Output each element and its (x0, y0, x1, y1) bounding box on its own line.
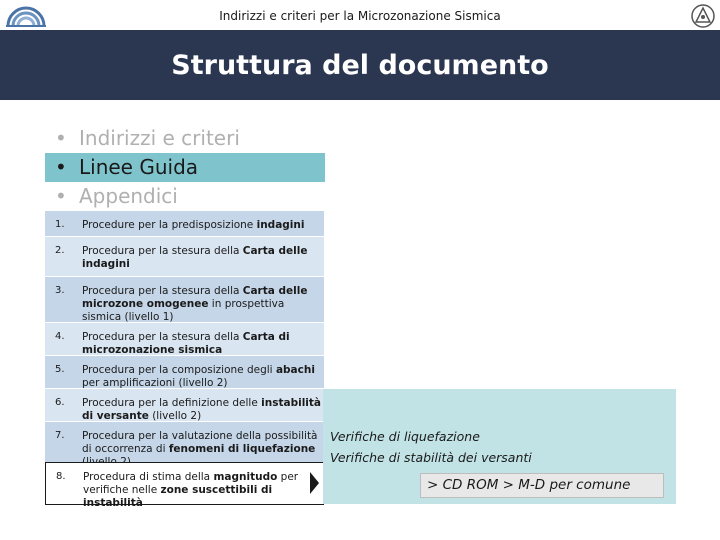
procedure-number: 4. (55, 331, 65, 342)
procedure-number: 8. (56, 471, 66, 482)
cd-rom-path-link[interactable]: > CD ROM > M-D per comune (420, 473, 664, 498)
procedure-row-5 (45, 356, 324, 389)
procedure-text: Procedura per la stesura della Carta delle microzone omogenee in prospettiva sismica (livello 1) (82, 285, 308, 323)
procedure-row-8 (45, 462, 324, 509)
procedure-text: Procedura per la stesura della Carta delle indagini (82, 245, 308, 270)
bullet-indirizzi-e-criteri (45, 124, 335, 153)
arrow-right-icon (310, 472, 319, 494)
procedure-number: 7. (55, 430, 65, 441)
bullet-label: Appendici (79, 184, 178, 208)
procedure-list (45, 211, 324, 509)
header-bar (0, 0, 720, 30)
procedure-number: 3. (55, 285, 65, 296)
procedure-text: Procedure per la predisposizione indagini (82, 219, 305, 231)
bullet-label: Indirizzi e criteri (79, 126, 240, 150)
document-header-title: Indirizzi e criteri per la Microzonazione Sismica (219, 9, 501, 23)
bullet-dot: • (55, 126, 67, 150)
procedure-row-3 (45, 277, 324, 323)
procedure-text: Procedura di stima della magnitudo per verifiche nelle zone suscettibili di instabilità (83, 471, 299, 509)
bullet-dot: • (55, 184, 67, 208)
bullet-label: Linee Guida (79, 155, 199, 179)
procedure-row-4 (45, 323, 324, 356)
procedure-number: 6. (55, 397, 65, 408)
procedure-number: 5. (55, 364, 65, 375)
section-bullet-list (45, 124, 335, 211)
slide-title: Struttura del documento (171, 50, 549, 81)
procedure-text: Procedura per la stesura della Carta di microzonazione sismica (82, 331, 290, 356)
procedure-number: 1. (55, 219, 65, 230)
procedure-text: Procedura per la definizione delle instabilità di versante (livello 2) (82, 397, 322, 422)
procedure-row-2 (45, 237, 324, 277)
procedure-text: Procedura per la valutazione della possibilità di occorrenza di fenomeni di liquefazione (82, 430, 318, 455)
procedure-text: Procedura per la composizione degli abachi per amplificazioni (livello 2) (82, 364, 315, 389)
bullet-linee-guida (45, 153, 325, 182)
procedure-row-6 (45, 389, 324, 422)
liquefaction-check-text: Verifiche di liquefazione (330, 429, 480, 444)
emblem-icon (690, 3, 716, 29)
bullet-dot: • (55, 155, 67, 179)
bullet-appendici (45, 182, 335, 211)
procedure-row-1 (45, 211, 324, 237)
slope-stability-check-text: Verifiche di stabilità dei versanti (330, 450, 532, 465)
procedure-number: 2. (55, 245, 65, 256)
